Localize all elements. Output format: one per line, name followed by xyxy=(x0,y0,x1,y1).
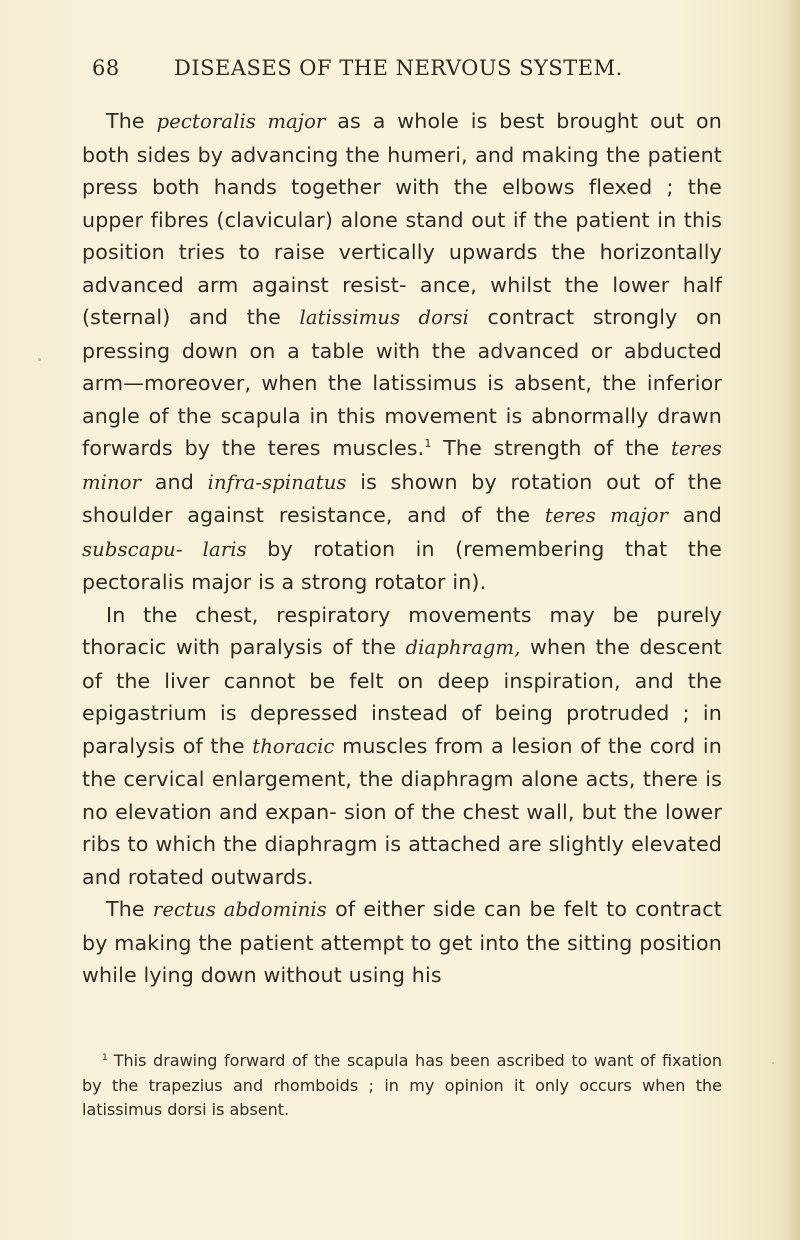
text-run: The strength of the xyxy=(431,436,671,460)
italic-term: teres minor xyxy=(82,437,722,494)
paragraph xyxy=(82,893,722,992)
italic-term: rectus abdominis xyxy=(152,898,327,921)
footnote-marker: 1 xyxy=(102,1052,108,1063)
page-header xyxy=(92,56,722,88)
text-run: of either side can be felt to contract by making the patient attempt to get into the sitting position while lying down without using his xyxy=(82,897,722,987)
page-edge-shadow xyxy=(786,0,800,1240)
body-text xyxy=(82,105,722,992)
paper-speck xyxy=(38,358,41,361)
text-run: and xyxy=(141,469,208,494)
italic-term: diaphragm, xyxy=(405,636,521,659)
footnote xyxy=(82,1049,722,1123)
italic-term: subscapu- laris xyxy=(82,537,247,561)
text-run: is shown by rotation out of the shoulder against resistance, and of the xyxy=(82,469,722,527)
text-run: The xyxy=(106,109,157,133)
footnote-reference: 1 xyxy=(424,437,432,451)
italic-term: thoracic xyxy=(252,734,335,758)
paragraph xyxy=(82,599,722,894)
paragraph xyxy=(82,105,722,599)
text-run: as a whole is best brought out on both sides by advancing the humeri, and making the patient press both hands together with the elbows flexed ; the upper fibres (clavicular) alone stand out if the patient in this position tries to raise vertically upwards the horizontally advanced arm against resist- ance, whilst the lower half (sternal) and the xyxy=(82,109,722,329)
text-run: In the chest, respiratory movements may be purely thoracic with paralysis of the xyxy=(82,602,722,659)
text-run: The xyxy=(106,897,153,921)
text-run: by rotation in (remembering that the pectoralis major is a strong rotator in). xyxy=(82,536,722,594)
italic-term: latissimus dorsi xyxy=(299,306,469,329)
footnote-text: This drawing forward of the scapula has been ascribed to want of fixation by the trapezius and rhomboids ; in my opinion it only occurs when the latissimus dorsi is absent. xyxy=(82,1051,722,1119)
paper-speck xyxy=(772,1062,774,1064)
page-number: 68 xyxy=(92,56,120,80)
italic-term: infra-spinatus xyxy=(207,470,347,494)
text-run: and xyxy=(668,503,722,527)
italic-term: pectoralis major xyxy=(156,110,326,133)
running-title: DISEASES OF THE NERVOUS SYSTEM. xyxy=(174,56,623,80)
italic-term: teres major xyxy=(544,504,669,527)
text-run: when the descent of the liver cannot be felt on deep inspiration, and the epigastrium is depressed instead of being protruded ; in paralysis of the xyxy=(82,635,722,758)
text-run: muscles from a lesion of the cord in the cervical enlargement, the diaphragm alone acts, there is no elevation and expan- sion of the chest wall, but the lower ribs to which the diaphragm is attached are slightly elevated and rotated outwards. xyxy=(82,733,722,889)
footnote-paragraph xyxy=(82,1049,722,1123)
text-run: contract strongly on pressing down on a table with the advanced or abducted arm—moreover, when the latissimus is absent, the inferior angle of the scapula in this movement is abnormally drawn forwards by the teres muscles. xyxy=(82,305,722,460)
